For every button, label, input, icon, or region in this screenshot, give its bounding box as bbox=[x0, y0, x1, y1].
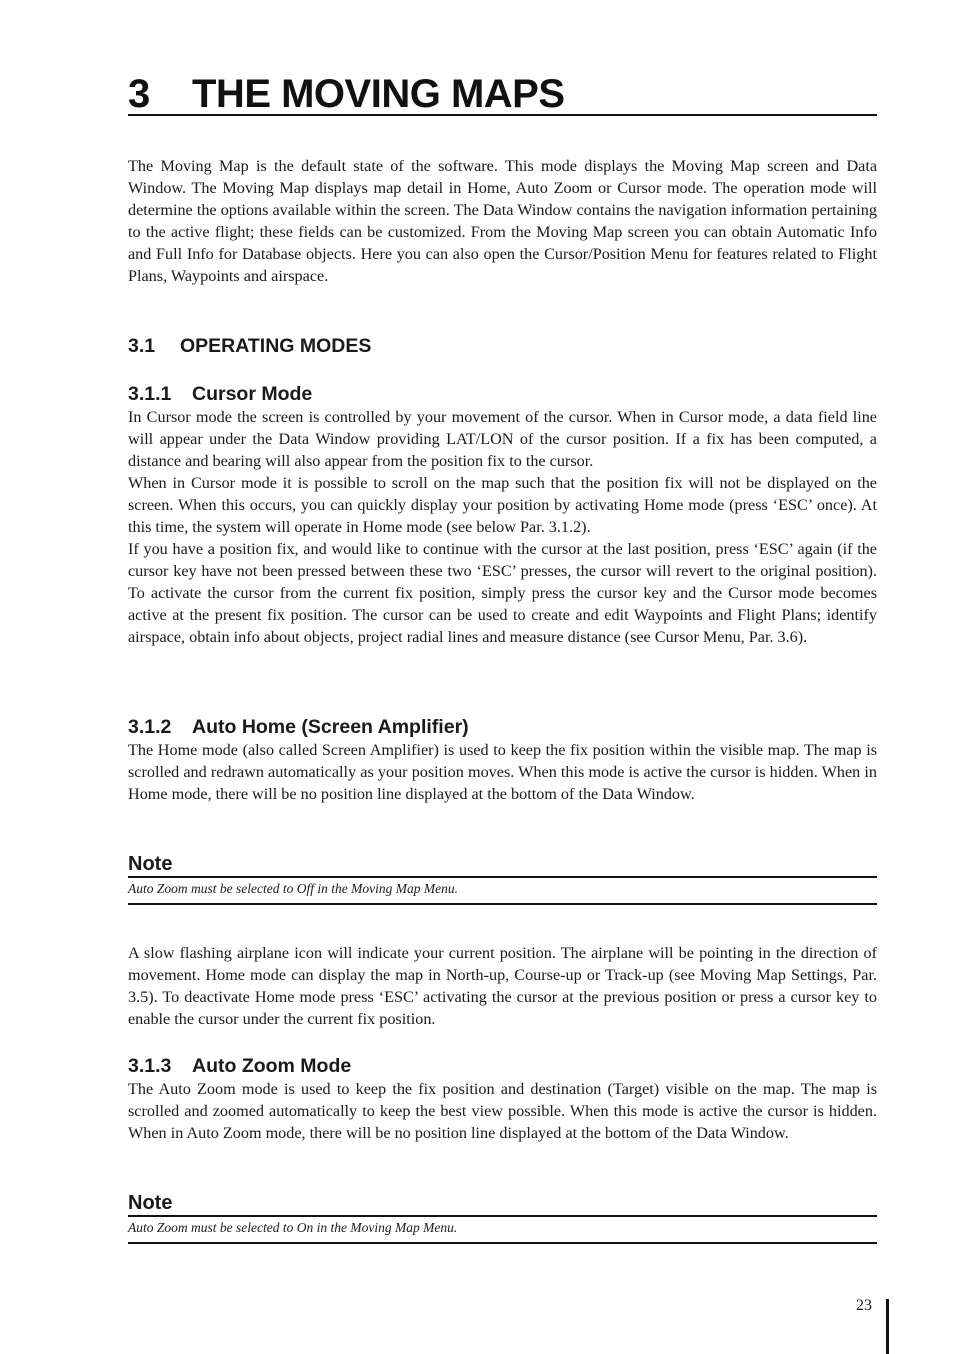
subsection-number: 3.1.2 bbox=[128, 716, 172, 738]
cursor-mode-paragraph-2: When in Cursor mode it is possible to scroll on the map such that the position fix will not be displayed on the screen. When this occurs, you can quickly display your position by activating Home mode (press ‘ESC’ once). At this time, the system will operate in Home mode (see below Par. 3.1.2). bbox=[128, 474, 877, 536]
auto-home-block bbox=[128, 715, 877, 805]
section-heading bbox=[128, 334, 877, 358]
note-text: Auto Zoom must be selected to On in the Moving Map Menu. bbox=[128, 1217, 877, 1244]
auto-zoom-block bbox=[128, 1054, 877, 1144]
auto-home-continued bbox=[128, 942, 877, 1030]
section-number: 3.1 bbox=[128, 335, 156, 357]
auto-home-paragraph-2: A slow flashing airplane icon will indicate your current position. The airplane will be pointing in the direction of movement. Home mode can display the map in North-up, Course-up or Track-up (see Moving Map Settings, Par. 3.5). To deactivate Home mode press ‘ESC’ activating the cursor at the previous position or press a cursor key to enable the cursor under the current fix position. bbox=[128, 944, 877, 1028]
note-heading: Note bbox=[128, 852, 877, 878]
page-number: 23 bbox=[856, 1297, 872, 1314]
subsection-title: Cursor Mode bbox=[192, 383, 313, 405]
subsection-heading bbox=[128, 382, 877, 406]
auto-zoom-paragraph-1: The Auto Zoom mode is used to keep the fix position and destination (Target) visible on the map. The map is scrolled and zoomed automatically to keep the best view possible. When this mode is active the cursor is hidden. When in Auto Zoom mode, there will be no position line displayed at the bottom of the Data Window. bbox=[128, 1080, 877, 1142]
note-box-zoom bbox=[128, 1191, 877, 1244]
cursor-mode-block bbox=[128, 382, 877, 648]
chapter-heading bbox=[128, 72, 877, 116]
auto-home-paragraph-1: The Home mode (also called Screen Amplifier) is used to keep the fix position within the visible map. The map is scrolled and redrawn automatically as your position moves. When this mode is active the cursor is hidden. When in Home mode, there will be no position line displayed at the bottom of the Data Window. bbox=[128, 741, 877, 803]
subsection-heading bbox=[128, 715, 877, 739]
page-edge-bar bbox=[886, 1299, 889, 1354]
subsection-heading bbox=[128, 1054, 877, 1078]
subsection-title: Auto Home (Screen Amplifier) bbox=[192, 716, 469, 738]
note-box-home bbox=[128, 852, 877, 905]
intro-paragraph: The Moving Map is the default state of the software. This mode displays the Moving Map screen and Data Window. The Moving Map displays map detail in Home, Auto Zoom or Cursor mode. The operation mode will determine the options available within the screen. The Data Window contains the navigation information pertaining to the active flight; these fields can be customized. From the Moving Map screen you can obtain Automatic Info and Full Info for Database objects. Here you can also open the Cursor/Position Menu for features related to Flight Plans, Waypoints and airspace. bbox=[128, 157, 877, 285]
chapter-number: 3 bbox=[128, 72, 150, 116]
intro-block bbox=[128, 155, 877, 287]
subsection-title: Auto Zoom Mode bbox=[192, 1055, 352, 1077]
cursor-mode-paragraph-3: If you have a position fix, and would like to continue with the cursor at the last position, press ‘ESC’ again (if the cursor key have not been pressed between these two ‘ESC’ presses, the cursor will revert to the original position). To activate the cursor from the current fix position, simply press the cursor key and the Cursor mode becomes active at the present fix position. The cursor can be used to create and edit Waypoints and Flight Plans; identify airspace, obtain info about objects, project radial lines and measure distance (see Cursor Menu, Par. 3.6). bbox=[128, 540, 877, 646]
note-heading: Note bbox=[128, 1191, 877, 1217]
subsection-number: 3.1.1 bbox=[128, 383, 172, 405]
section-title: OPERATING MODES bbox=[180, 335, 372, 357]
chapter-title: THE MOVING MAPS bbox=[192, 72, 565, 116]
subsection-number: 3.1.3 bbox=[128, 1055, 172, 1077]
cursor-mode-paragraph-1: In Cursor mode the screen is controlled by your movement of the cursor. When in Cursor mode, a data field line will appear under the Data Window providing LAT/LON of the cursor position. If a fix has been computed, a distance and bearing will also appear from the position fix to the cursor. bbox=[128, 408, 877, 470]
note-text: Auto Zoom must be selected to Off in the Moving Map Menu. bbox=[128, 878, 877, 905]
